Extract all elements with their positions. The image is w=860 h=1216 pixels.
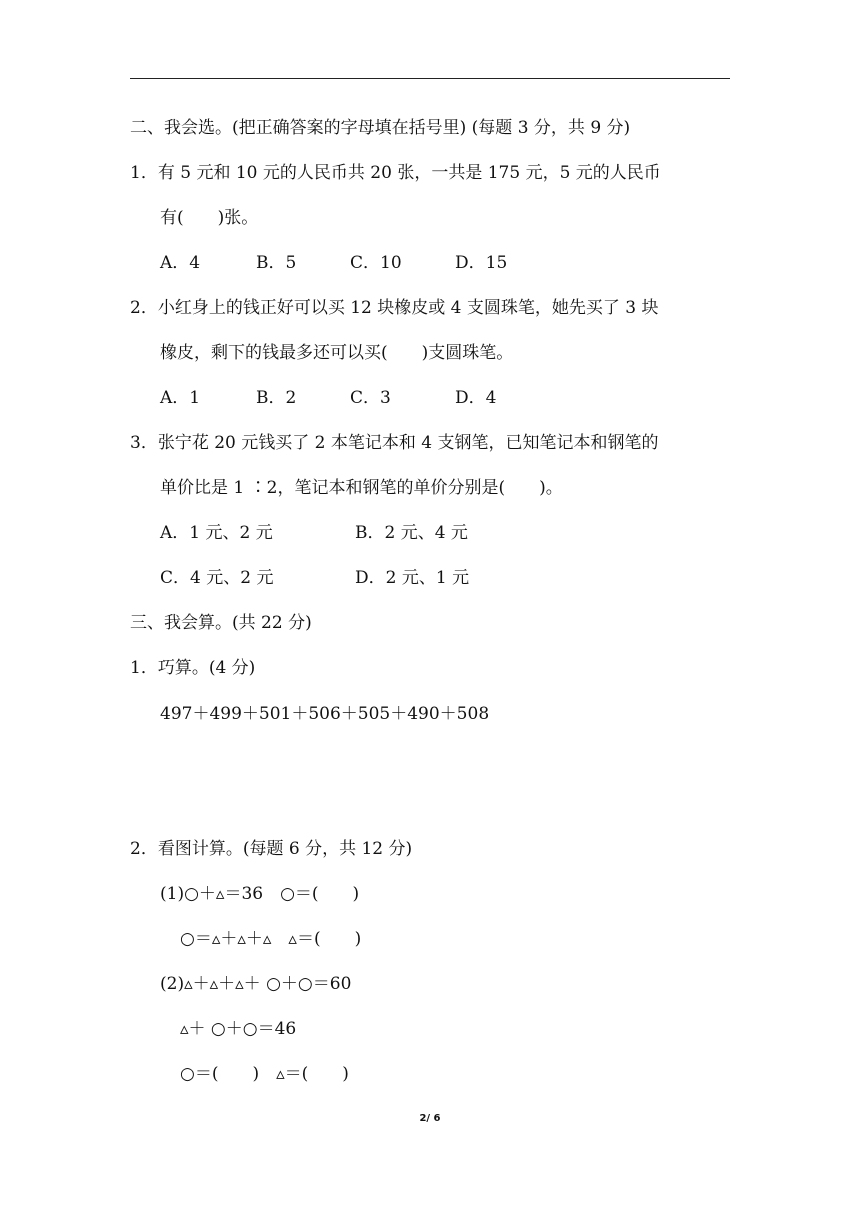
- q3-option-d: D．2 元、1 元: [355, 568, 470, 588]
- page-number: 2/ 6: [419, 1113, 441, 1124]
- s3-q1-expression: 497＋499＋501＋506＋505＋490＋508: [160, 704, 490, 724]
- q1-line2: 有( )张。: [160, 208, 259, 228]
- q3-line2: 单价比是 1 ∶2，笔记本和钢笔的单价分别是( )。: [160, 478, 563, 498]
- q2-line1: 2．小红身上的钱正好可以买 12 块橡皮或 4 支圆珠笔，她先买了 3 块: [130, 298, 659, 318]
- q1-option-d: D．15: [455, 253, 508, 273]
- q2-line2: 橡皮，剩下的钱最多还可以买( )支圆珠笔。: [160, 343, 514, 363]
- s3-q2-part1-line1: (1)○＋▵＝36 ○＝( ): [160, 884, 360, 904]
- q1-line1: 1．有 5 元和 10 元的人民币共 20 张，一共是 175 元，5 元的人民币: [130, 163, 661, 183]
- q1-option-b: B．5: [256, 253, 297, 273]
- q2-option-a: A．1: [160, 388, 201, 408]
- q2-option-c: C．3: [350, 388, 391, 408]
- section2-heading: 二、我会选。(把正确答案的字母填在括号里) (每题 3 分，共 9 分): [130, 118, 631, 138]
- s3-q2-part1-line2: ○＝▵＋▵＋▵ ▵＝( ): [180, 929, 362, 949]
- q2-option-d: D．4: [455, 388, 497, 408]
- q1-option-a: A．4: [160, 253, 201, 273]
- s3-q2-part2-line2: ▵＋ ○＋○＝46: [180, 1019, 297, 1039]
- q3-line1: 3．张宁花 20 元钱买了 2 本笔记本和 4 支钢笔，已知笔记本和钢笔的: [130, 433, 659, 453]
- q1-option-c: C．10: [350, 253, 402, 273]
- s3-q2-part2-line1: (2)▵＋▵＋▵＋ ○＋○＝60: [160, 974, 352, 994]
- s3-q1-title: 1．巧算。(4 分): [130, 658, 256, 678]
- section3-heading: 三、我会算。(共 22 分): [130, 613, 312, 633]
- q2-option-b: B．2: [256, 388, 297, 408]
- q3-option-c: C．4 元、2 元: [160, 568, 274, 588]
- q3-option-a: A．1 元、2 元: [160, 523, 273, 543]
- header-rule: [130, 78, 730, 79]
- q3-option-b: B．2 元、4 元: [355, 523, 468, 543]
- s3-q2-part2-line3: ○＝( ) ▵＝( ): [180, 1064, 349, 1084]
- s3-q2-title: 2．看图计算。(每题 6 分，共 12 分): [130, 839, 413, 859]
